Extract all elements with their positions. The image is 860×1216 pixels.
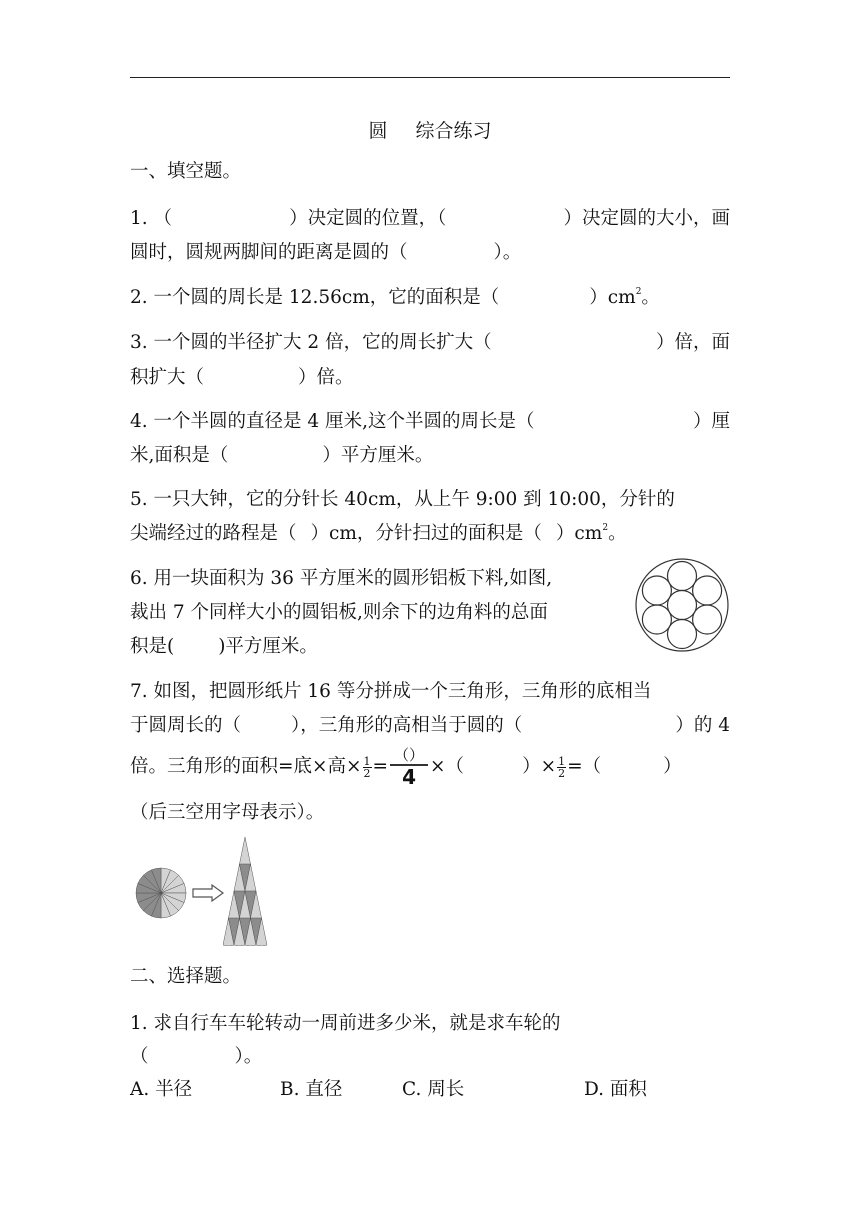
q7-line1: 7. 如图，把圆形纸片 16 等分拼成一个三角形，三角形的底相当 (130, 681, 652, 702)
q3-line2: 积扩大（ ）倍。 (130, 367, 354, 388)
q4-line2: 米,面积是（ ）平方厘米。 (130, 445, 434, 466)
q7-line3: 倍。三角形的面积=底×高× $\frac{1}{2}$ = （） 4 ×（ ）× $\frac{1}{2}$ =（ ） (130, 746, 682, 789)
q6-line2: 裁出 7 个同样大小的圆铝板,则余下的边角料的总面 (130, 602, 548, 623)
q2: 2. 一个圆的周长是 12.56cm，它的面积是（ ）$cm^2$。 (130, 287, 660, 308)
half-fraction: $\frac{1}{2}$ (363, 754, 371, 780)
page-title: 圆 综合练习 (368, 120, 492, 142)
seven-circles-figure (634, 557, 730, 653)
arrow-icon (192, 884, 224, 902)
q5-line1: 5. 一只大钟，它的分针长 40cm，从上午 9:00 到 10:00，分针的 (130, 489, 675, 510)
triangle-sectors-figure (223, 836, 269, 946)
s2-q1-line1: 1. 求自行车车轮转动一周前进多少米，就是求车轮的 (130, 1013, 561, 1034)
q6-line3: 积是( )平方厘米。 (130, 636, 318, 657)
quarter-fraction: （） 4 (390, 746, 428, 788)
s2-q1-line2: （ ）。 (130, 1046, 263, 1067)
section1-heading: 一、填空题。 (130, 161, 242, 182)
q6-line1: 6. 用一块面积为 36 平方厘米的圆形铝板下料,如图, (130, 568, 553, 589)
q1-line2: 圆时，圆规两脚间的距离是圆的（ ）。 (130, 242, 522, 263)
triangle-piece (240, 837, 251, 865)
section2-heading: 二、选择题。 (130, 966, 242, 987)
header-rule (130, 77, 730, 78)
q4-line1: 4. 一个半圆的直径是 4 厘米,这个半圆的周长是（ ）厘 (130, 411, 730, 432)
q1-line1: 1. （ ）决定圆的位置，（ ）决定圆的大小，画 (130, 208, 730, 229)
q3-line1: 3. 一个圆的半径扩大 2 倍，它的周长扩大（ ）倍，面 (130, 332, 730, 353)
option-d: D. 面积 (584, 1079, 647, 1100)
option-c: C. 周长 (402, 1079, 465, 1100)
circle-sectors-figure (134, 866, 188, 920)
q7-line2: 于圆周长的（ ），三角形的高相当于圆的（ ）的 4 (130, 715, 730, 736)
half-fraction-2: $\frac{1}{2}$ (558, 754, 566, 780)
q5-line2: 尖端经过的路程是（ ）cm，分针扫过的面积是（ ）$cm^2$。 (130, 523, 627, 544)
option-b: B. 直径 (280, 1079, 343, 1100)
q7-line4: （后三空用字母表示）。 (130, 802, 325, 823)
option-a: A. 半径 (130, 1079, 193, 1100)
